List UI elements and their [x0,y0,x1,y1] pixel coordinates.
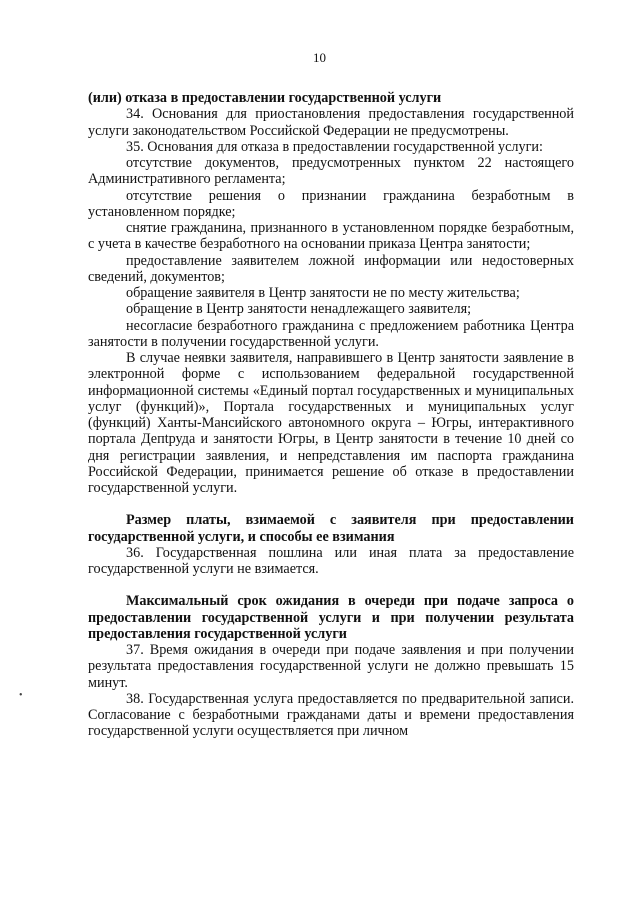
refusal-ground-5: обращение заявителя в Центр занятости не по месту жительства; [126,285,520,301]
scan-speck: • [19,690,23,701]
section-heading-continuation: (или) отказа в предоставлении государственной услуги [88,90,442,106]
paragraph-35: 35. Основания для отказа в предоставлении государственной услуги: [126,138,543,155]
refusal-ground-7: несогласие безработного гражданина с предложением работника Центра занятости в получении государственной услуги. [88,317,574,350]
paragraph-37: 37. Время ожидания в очереди при подаче заявления и при получении результата предоставления государственной услуги не должно превышать 15 минут. [88,642,574,691]
section-heading-fee: Размер платы, взимаемой с заявителя при предоставлении государственной услуги, и способы ее взимания [88,512,574,545]
paragraph-36: 36. Государственная пошлина или иная плата за предоставление государственной услуги не взимается. [88,544,574,577]
section-heading-waiting-time: Максимальный срок ожидания в очереди при подаче запроса о предоставлении государственной услуги и при получении результата предоставления государственной услуги [88,593,574,642]
paragraph-no-show: В случае неявки заявителя, направившего в Центр занятости заявление в электронной форме с использованием федеральной государственной информационной системы «Единый портал государственных и муниципальных услуг (функций)», Портала государственных и муниципальных услуг (функций) Ханты-Мансийского автономного округа – Югры, интерактивного портала Депtруда и занятости Югры, в Центр занятости в течение 10 дней со дня регистрации заявления, и непредставления им паспорта гражданина Российской Федерации, принимается решение об отказе в предоставлении государственной услуги. [88,350,574,496]
document-body [88,90,574,740]
page-number: 10 [313,50,326,65]
refusal-ground-3: снятие гражданина, признанного в установленном порядке безработным, с учета в качестве безработного на основании приказа Центра занятости; [88,220,574,253]
paragraph-34: 34. Основания для приостановления предоставления государственной услуги законодательством Российской Федерации не предусмотрены. [88,106,574,139]
refusal-ground-1: отсутствие документов, предусмотренных пунктом 22 настоящего Административного регламента; [88,155,574,188]
refusal-ground-6: обращение в Центр занятости ненадлежащего заявителя; [126,301,472,318]
paragraph-38: 38. Государственная услуга предоставляется по предварительной записи. Согласование с безработными гражданами даты и времени предоставления государственной услуги осуществляется при личном [88,690,574,740]
refusal-ground-2: отсутствие решения о признании гражданина безработным в установленном порядке; [88,187,574,220]
refusal-ground-4: предоставление заявителем ложной информации или недостоверных сведений, документов; [88,252,574,285]
